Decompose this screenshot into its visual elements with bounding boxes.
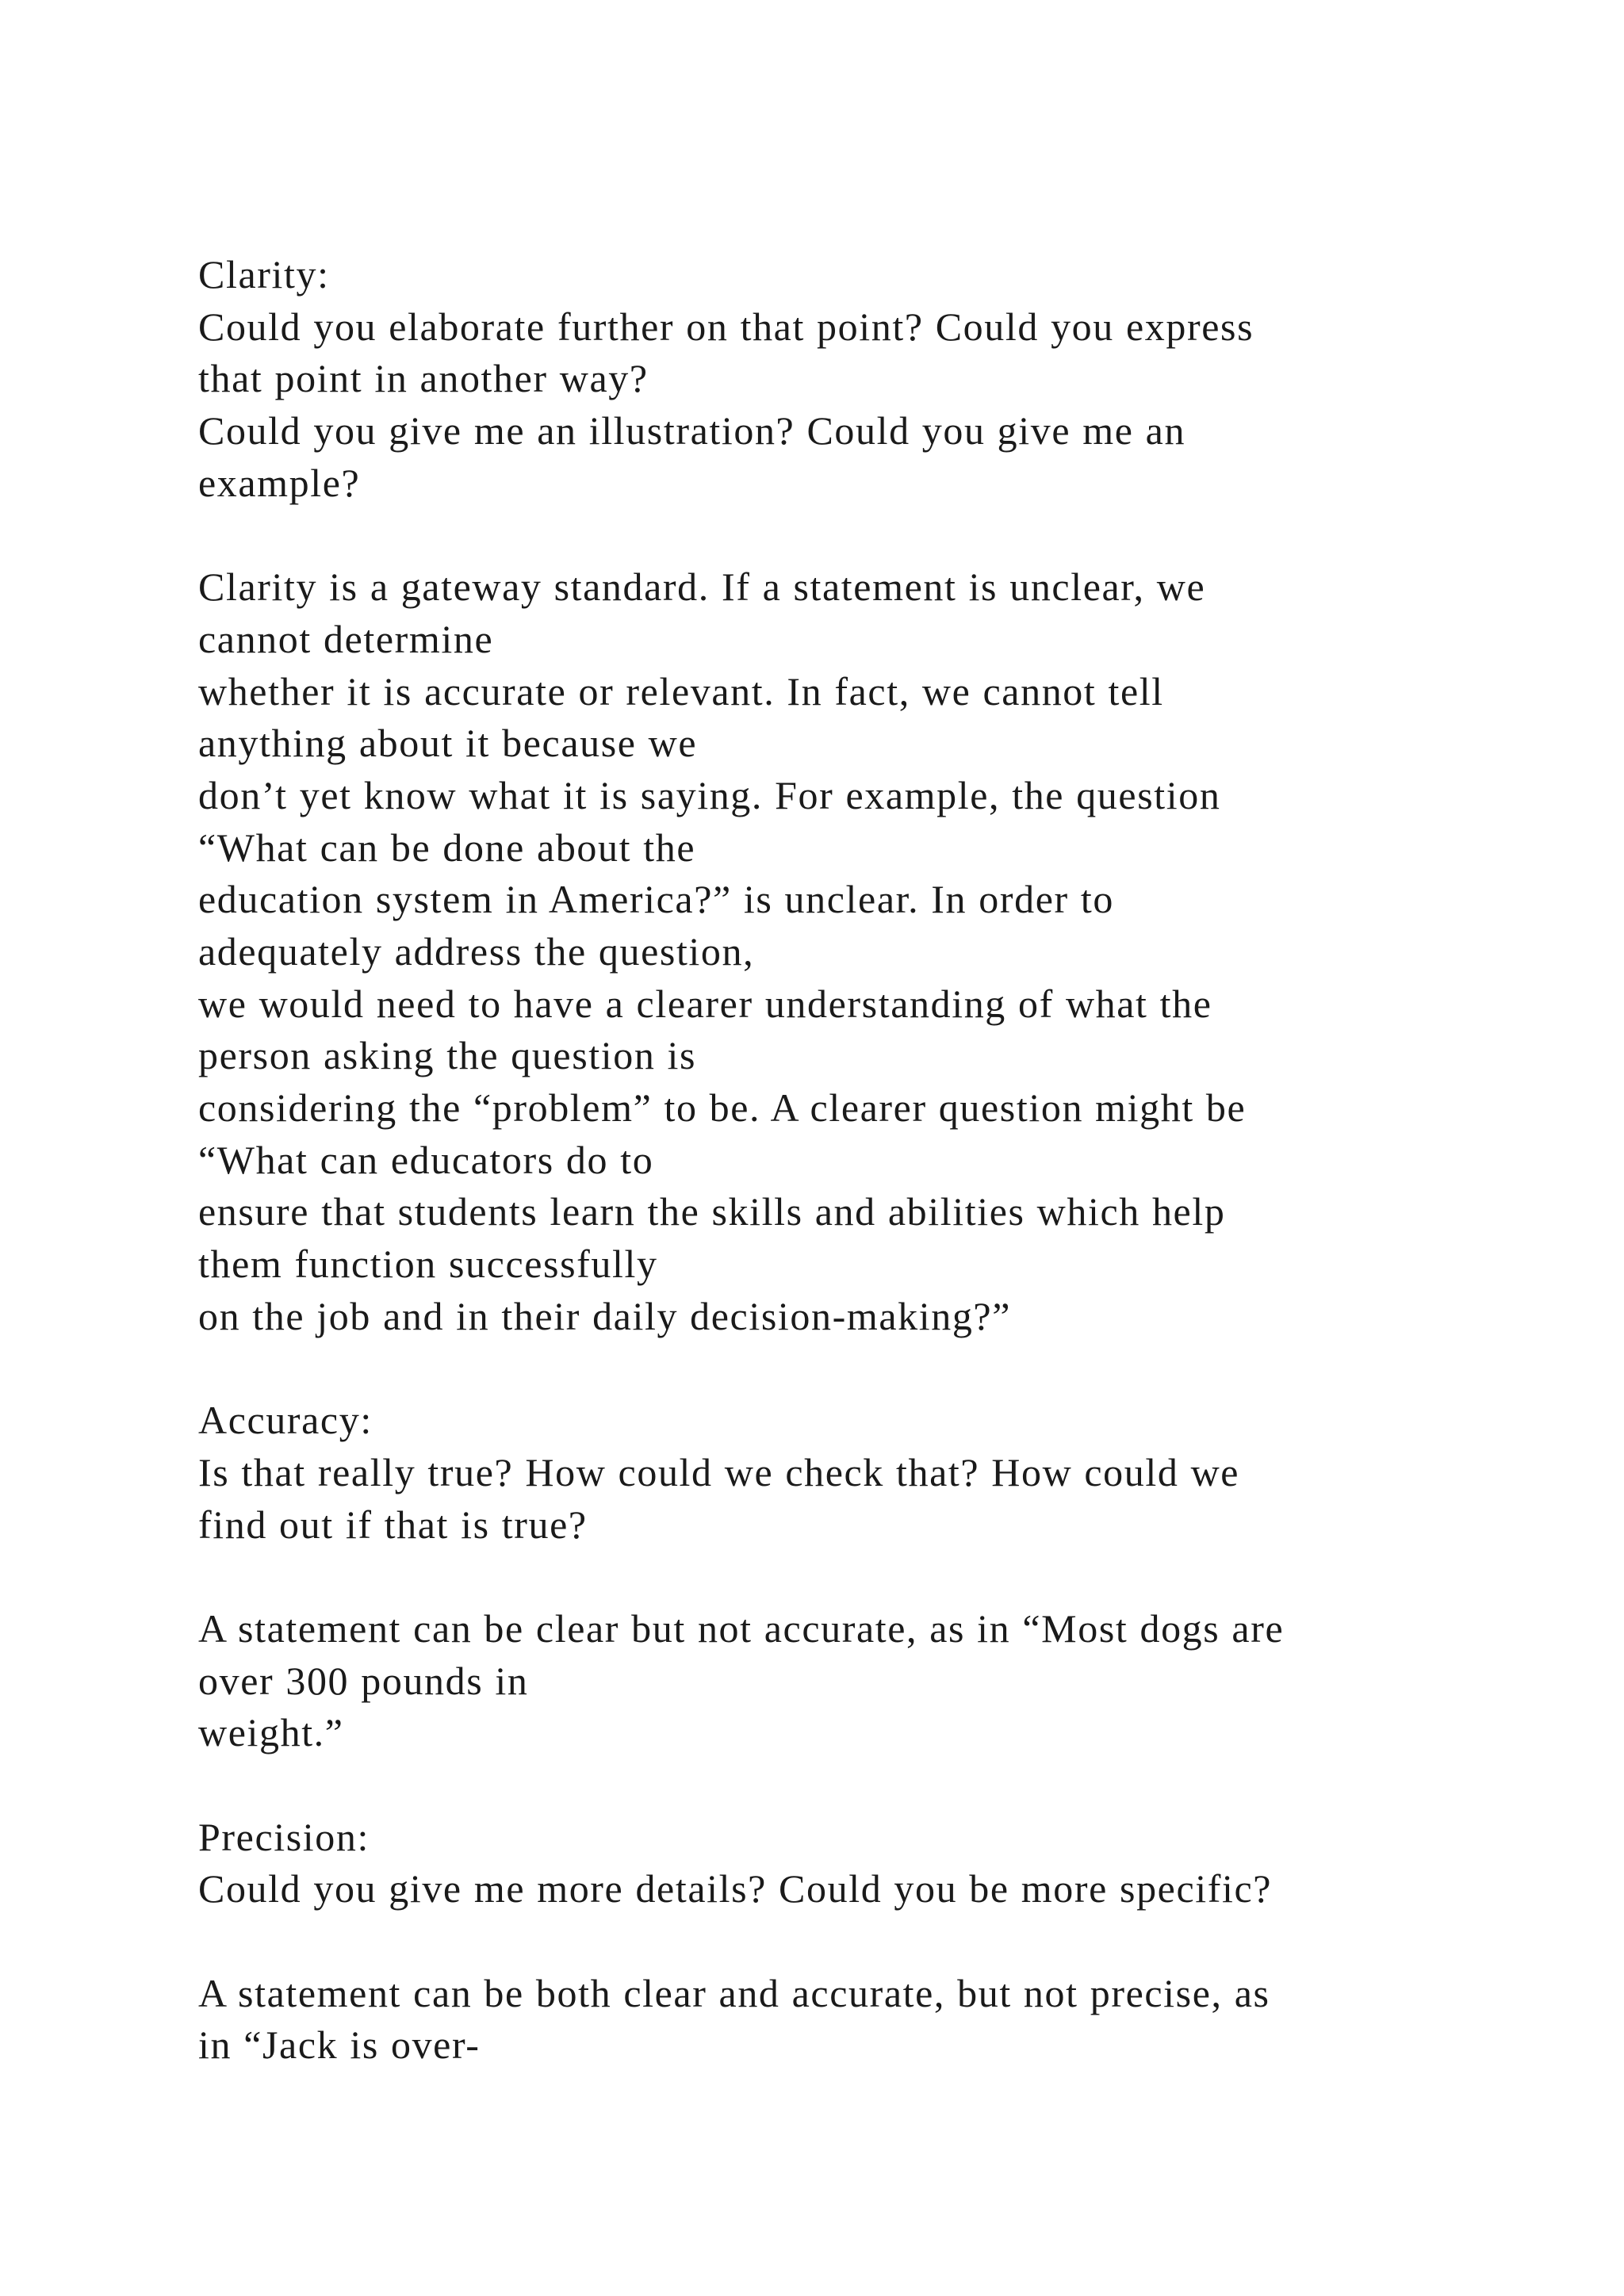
text-line: “What can educators do to: [198, 1137, 654, 1182]
text-line: anything about it because we: [198, 721, 698, 766]
text-line: Accuracy:: [198, 1398, 373, 1443]
blank-line: [198, 1915, 1546, 1968]
text-line: A statement can be clear but not accurate, as in “Most dogs are: [198, 1605, 1285, 1651]
blank-line: [198, 1551, 1546, 1603]
text-line: Clarity:: [198, 252, 330, 297]
text-line: over 300 pounds in: [198, 1658, 529, 1703]
text-line: whether it is accurate or relevant. In fact, we cannot tell: [198, 668, 1164, 714]
text-line: “What can be done about the: [198, 825, 696, 870]
text-line: find out if that is true?: [198, 1502, 588, 1547]
text-line: A statement can be both clear and accurate, but not precise, as: [198, 1970, 1270, 2015]
text-line: Is that really true? How could we check that? How could we: [198, 1449, 1240, 1494]
text-line: Clarity is a gateway standard. If a statement is unclear, we: [198, 564, 1206, 610]
text-line: education system in America?” is unclear. In order to: [198, 877, 1114, 922]
text-line: Could you give me an illustration? Could you give me an: [198, 408, 1186, 453]
text-line: Precision:: [198, 1814, 370, 1859]
text-line: on the job and in their daily decision-making?”: [198, 1293, 1011, 1338]
text-line: considering the “problem” to be. A clearer question might be: [198, 1085, 1247, 1130]
text-line: them function successfully: [198, 1242, 658, 1287]
text-line: that point in another way?: [198, 356, 649, 401]
text-line: Could you elaborate further on that point? Could you express: [198, 304, 1254, 349]
text-line: weight.”: [198, 1710, 344, 1755]
text-line: example?: [198, 460, 361, 505]
blank-line: [198, 1342, 1546, 1395]
text-line: Could you give me more details? Could you be more specific?: [198, 1866, 1273, 1911]
text-line: person asking the question is: [198, 1033, 697, 1078]
text-line: don’t yet know what it is saying. For example, the question: [198, 772, 1221, 817]
text-line: adequately address the question,: [198, 928, 755, 974]
text-line: in “Jack is over-: [198, 2022, 481, 2068]
blank-line: [198, 509, 1546, 561]
text-line: ensure that students learn the skills and abilities which help: [198, 1189, 1226, 1234]
document-body: [198, 249, 1546, 2072]
text-line: we would need to have a clearer understanding of what the: [198, 981, 1212, 1026]
text-line: cannot determine: [198, 616, 494, 661]
blank-line: [198, 1759, 1546, 1812]
